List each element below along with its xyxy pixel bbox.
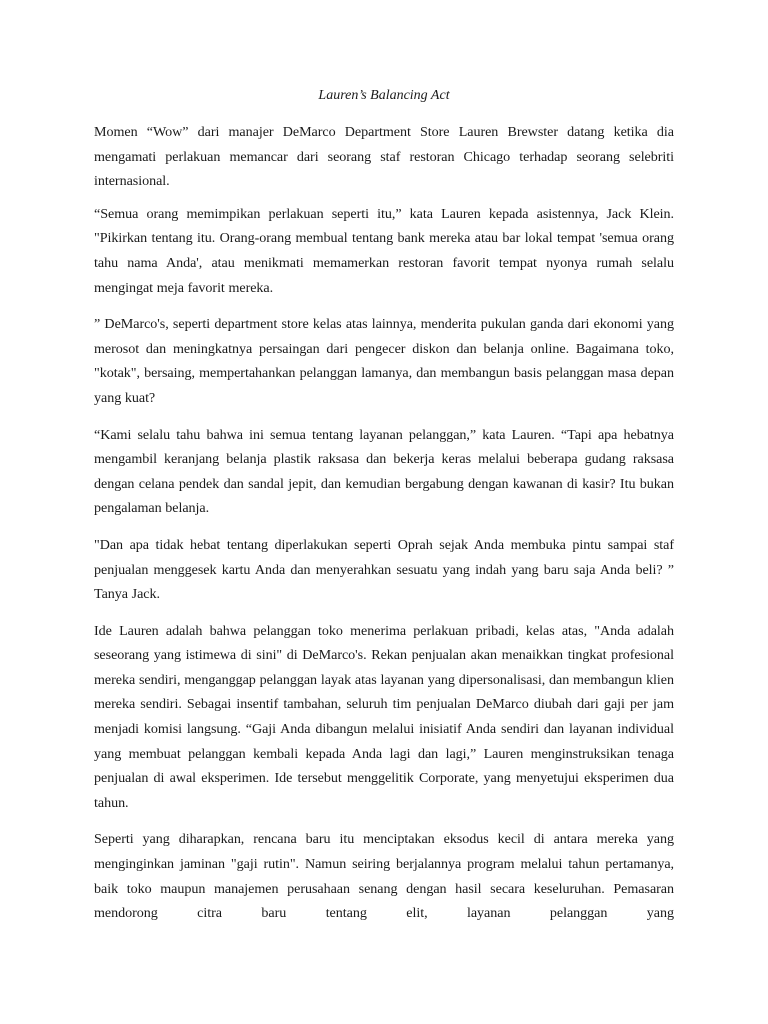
paragraph-3: ” DeMarco's, seperti department store kelas atas lainnya, menderita pukulan ganda dari ekonomi yang merosot dan meningkatnya persaingan dari pengecer diskon dan belanja online. Bagaimana toko, "kotak", bersaing, mempertahankan pelanggan lamanya, dan membangun basis pelanggan masa depan yang kuat?: [94, 316, 674, 406]
paragraph-5: "Dan apa tidak hebat tentang diperlakukan seperti Oprah sejak Anda membuka pintu sampai staf penjualan menggesek kartu Anda dan menyerahkan sesuatu yang indah yang baru saja Anda beli? ” Tanya Jack.: [94, 536, 674, 603]
paragraph-4: “Kami selalu tahu bahwa ini semua tentang layanan pelanggan,” kata Lauren. “Tapi apa hebatnya mengambil keranjang belanja plastik raksasa dan bekerja keras melalui beberapa gudang raksasa dengan celana pendek dan sandal jepit, dan kemudian bergabung dengan kawanan di kasir? Itu bukan pengalaman belanja.: [94, 426, 674, 517]
paragraph-7: Seperti yang diharapkan, rencana baru itu menciptakan eksodus kecil di antara mereka yang menginginkan jaminan "gaji rutin". Namun seiring berjalannya program melalui tahun pertamanya, baik toko maupun manajemen perusahaan senang dengan hasil secara keseluruhan. Pemasaran mendorong citra baru tentang elit, layanan pelanggan yang: [94, 831, 674, 922]
paragraph-1: Momen “Wow” dari manajer DeMarco Department Store Lauren Brewster datang ketika dia mengamati perlakuan memancar dari seorang staf restoran Chicago terhadap seorang selebriti internasional.: [94, 124, 674, 190]
paragraph-6: Ide Lauren adalah bahwa pelanggan toko menerima perlakuan pribadi, kelas atas, "Anda adalah seseorang yang istimewa di sini" di DeMarco's. Rekan penjualan akan menaikkan tingkat profesional mereka sendiri, menganggap pelanggan layak atas layanan yang dipersonalisasi, dan membangun klien mereka sendiri. Sebagai insentif tambahan, seluruh tim penjualan DeMarco diubah dari gaji per jam menjadi komisi langsung. “Gaji Anda dibangun melalui inisiatif Anda sendiri dan layanan individual yang membuat pelanggan kembali kepada Anda lagi dan lagi,” Lauren menginstruksikan tenaga penjualan di awal eksperimen. Ide tersebut menggelitik Corporate, yang menyetujui eksperimen dua tahun.: [94, 622, 674, 811]
document-page: [94, 86, 674, 926]
paragraph-2: “Semua orang memimpikan perlakuan seperti itu,” kata Lauren kepada asistennya, Jack Klein. "Pikirkan tentang itu. Orang-orang membual tentang bank mereka atau bar lokal tempat 'semua orang tahu nama Anda', atau menikmati memamerkan restoran favorit tempat nyonya rumah selalu mengingat meja favorit mereka.: [94, 205, 674, 296]
document-title: Lauren’s Balancing Act: [318, 88, 450, 103]
